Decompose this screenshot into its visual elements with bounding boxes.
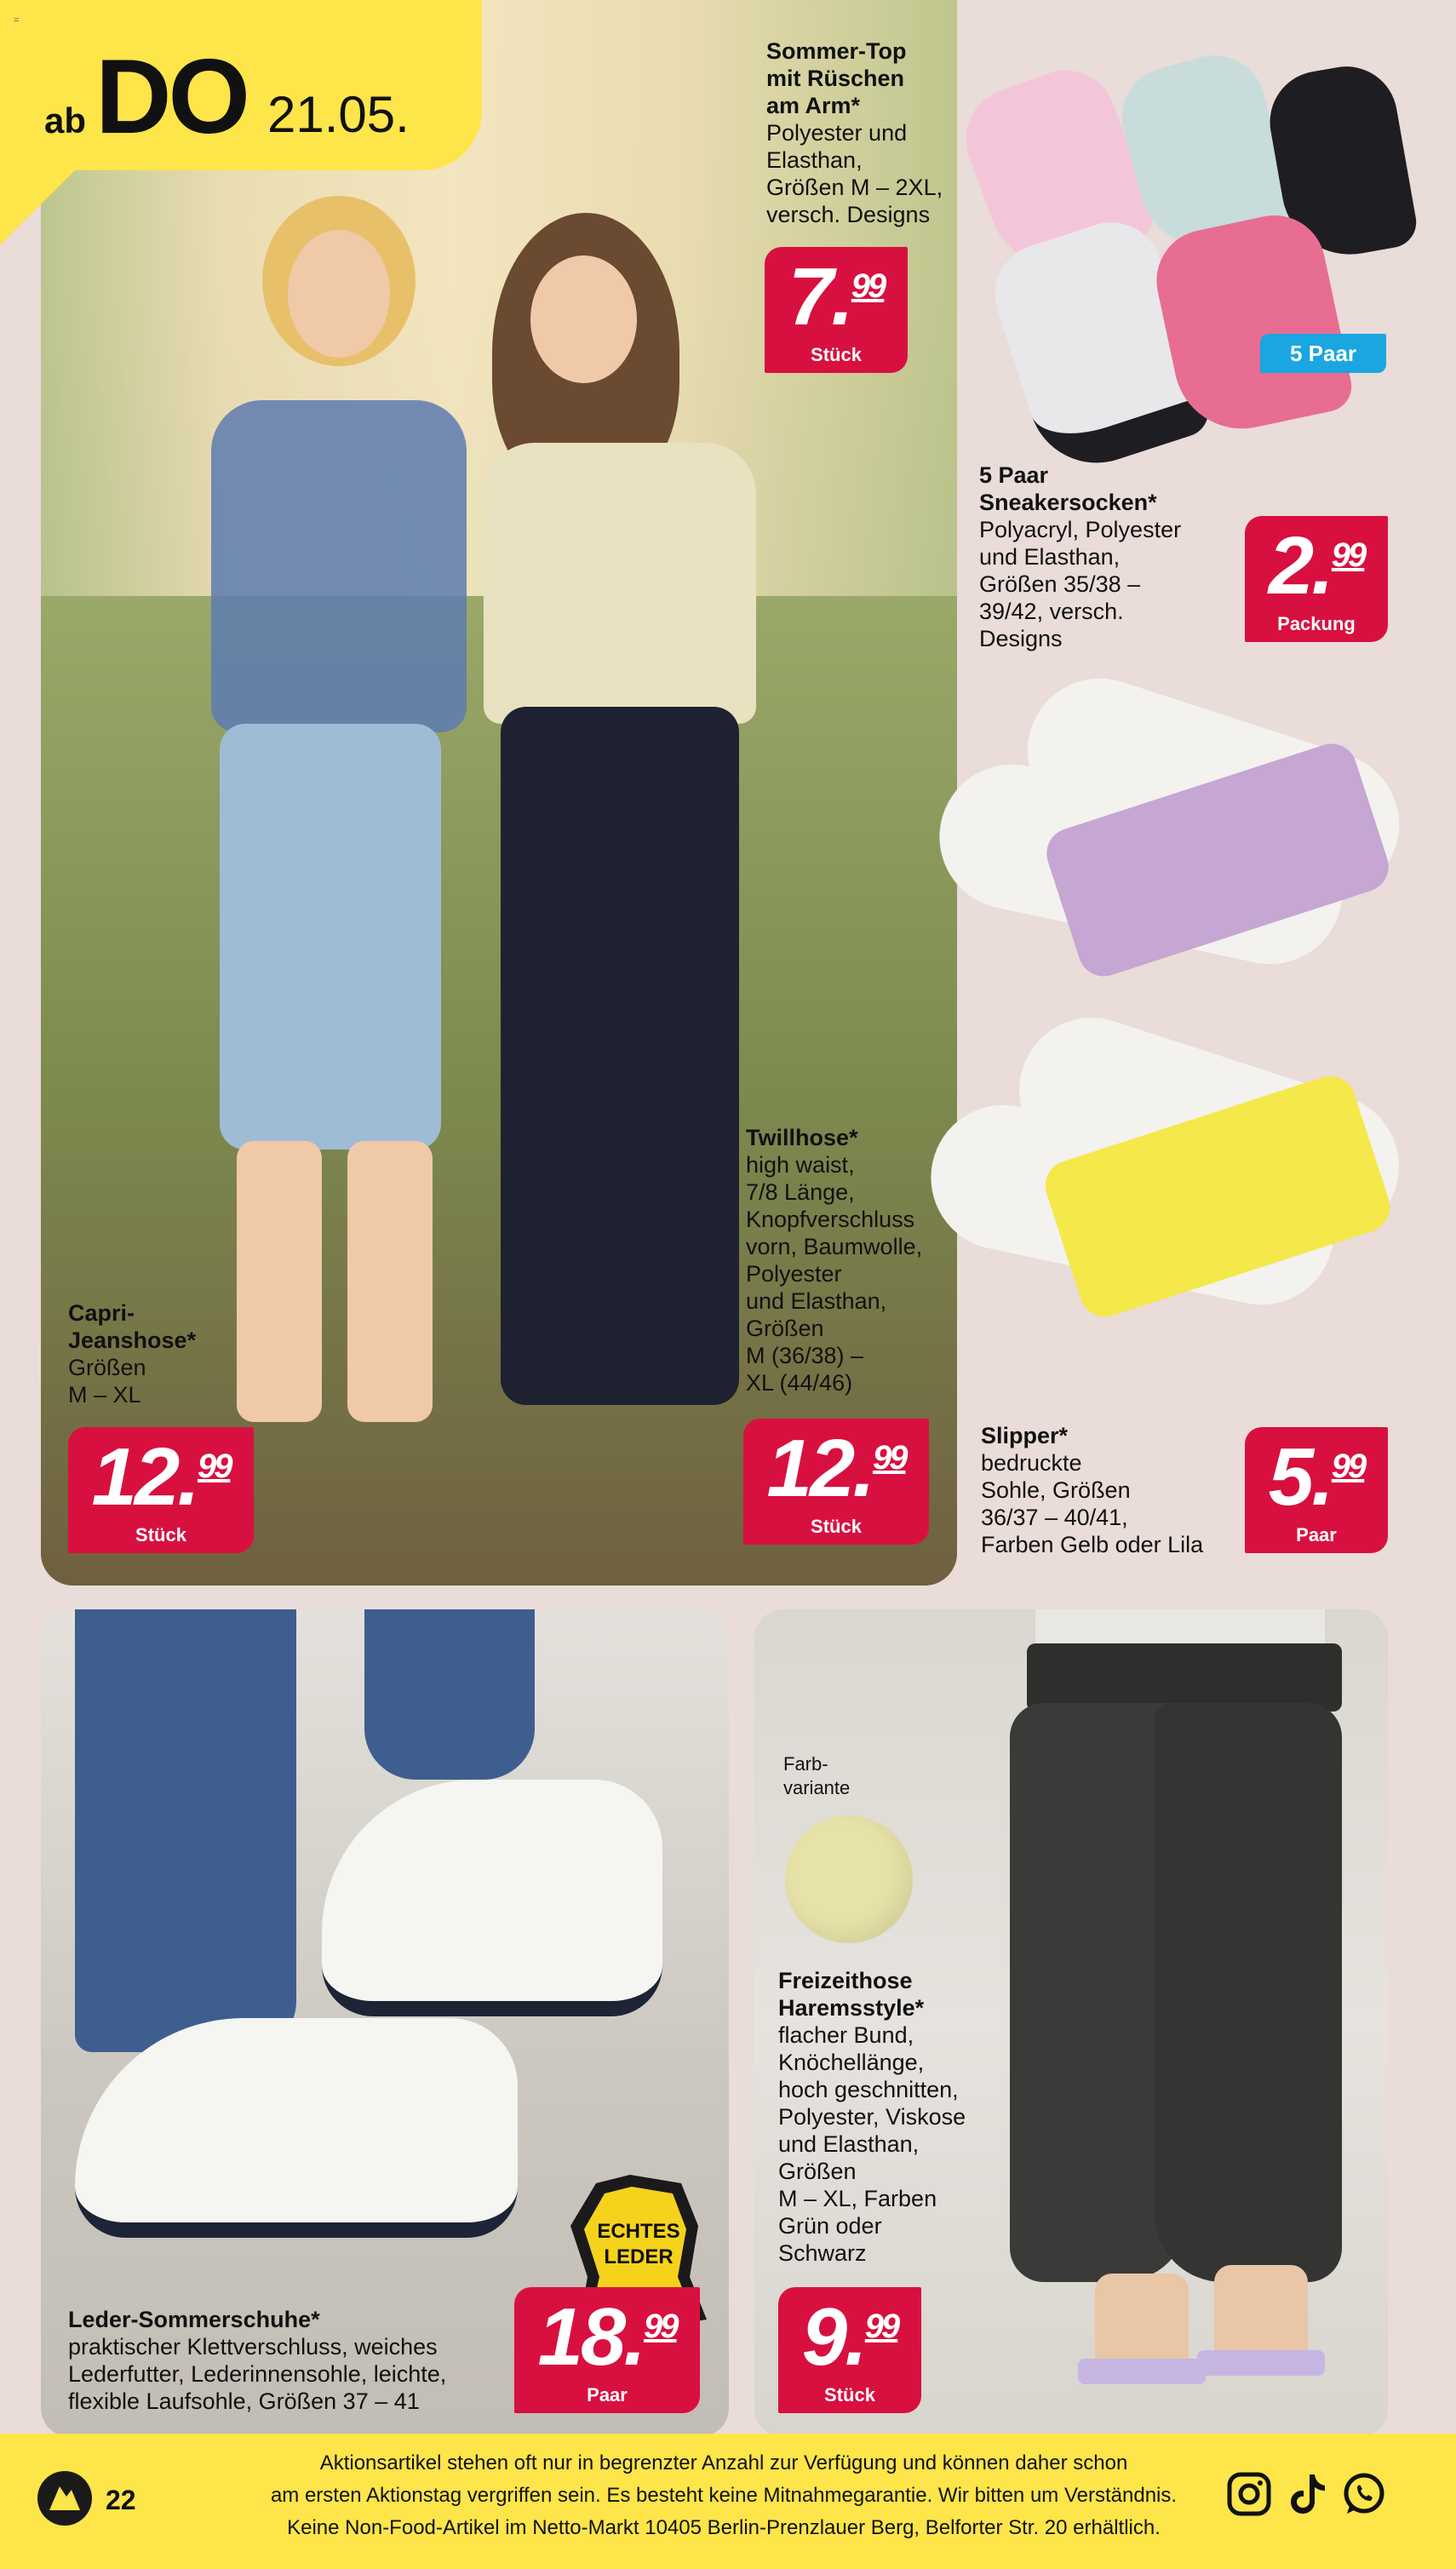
- top-desc-4: versch. Designs: [766, 202, 931, 227]
- capri-price-unit: Stück: [135, 1524, 186, 1545]
- disclaimer-line-1: Aktionsartikel stehen oft nur in begrenzter Anzahl zur Verfügung und können daher schon: [319, 2451, 1128, 2474]
- twill-desc-3: Knopfverschluss: [746, 1207, 915, 1232]
- pants-desc-6: Größen: [778, 2159, 857, 2184]
- top-price-unit: Stück: [811, 344, 862, 365]
- top-price-tag: [765, 247, 908, 373]
- slipper-lilac-image: [937, 715, 1413, 1056]
- footer-disclaimer: [187, 2447, 1260, 2544]
- slipper-title: Slipper*: [981, 1423, 1069, 1448]
- pants-title-2: Haremsstyle*: [778, 1995, 925, 2021]
- top-price: 7.99: [788, 251, 885, 342]
- socks-price-tag: [1245, 516, 1388, 642]
- corner-mark: =: [14, 15, 20, 26]
- slipper-price-unit: Paar: [1296, 1524, 1337, 1545]
- socks-image: [962, 51, 1422, 443]
- slipper-desc-1: bedruckte: [981, 1450, 1082, 1476]
- pants-price-unit: Stück: [824, 2384, 875, 2406]
- pants-desc-9: Schwarz: [778, 2240, 867, 2266]
- twill-price: 12.99: [766, 1423, 906, 1514]
- socks-desc-1: Polyacryl, Polyester: [979, 517, 1182, 542]
- leder-badge-line-1: ECHTES: [597, 2220, 680, 2243]
- slipper-desc-3: 36/37 – 40/41,: [981, 1505, 1128, 1530]
- shoes-price-unit: Paar: [587, 2384, 628, 2406]
- top-text: [766, 37, 943, 228]
- top-title-2: mit Rüschen: [766, 66, 905, 91]
- top-desc-3: Größen M – 2XL,: [766, 175, 943, 200]
- twill-desc-4: vorn, Baumwolle,: [746, 1234, 923, 1259]
- slipper-desc-2: Sohle, Größen: [981, 1477, 1131, 1503]
- socks-price: 2.99: [1268, 520, 1365, 611]
- socks-desc-2: und Elasthan,: [979, 544, 1121, 570]
- shoes-price-tag: [514, 2287, 700, 2413]
- capri-text: [68, 1299, 196, 1408]
- twill-desc-2: 7/8 Länge,: [746, 1179, 855, 1205]
- socks-text: [979, 462, 1181, 652]
- capri-title-2: Jeanshose*: [68, 1328, 197, 1353]
- capri-price-tag: [68, 1427, 254, 1553]
- top-desc-2: Elasthan,: [766, 147, 863, 173]
- pants-title-1: Freizeithose: [778, 1968, 913, 1993]
- slipper-yellow-image: [928, 1047, 1413, 1388]
- twill-desc-5: Polyester: [746, 1261, 842, 1287]
- weekday: DO: [95, 38, 247, 156]
- pants-desc-4: Polyester, Viskose: [778, 2104, 966, 2130]
- socks-desc-4: 39/42, versch.: [979, 599, 1124, 624]
- twill-price-unit: Stück: [811, 1516, 862, 1537]
- slipper-text: [981, 1422, 1203, 1558]
- twill-desc-6: und Elasthan,: [746, 1288, 887, 1314]
- twill-desc-8: M (36/38) –: [746, 1343, 864, 1368]
- socks-title-2: Sneakersocken*: [979, 490, 1157, 515]
- shoes-desc-3: flexible Laufsohle, Größen 37 – 41: [68, 2388, 420, 2414]
- disclaimer-line-3: Keine Non-Food-Artikel im Netto-Markt 10405 Berlin-Prenzlauer Berg, Belforter Str. 20 erhältlich.: [287, 2516, 1161, 2539]
- pants-desc-5: und Elasthan,: [778, 2131, 920, 2157]
- slipper-price: 5.99: [1268, 1431, 1365, 1522]
- shoes-desc-1: praktischer Klettverschluss, weiches: [68, 2334, 438, 2360]
- capri-title-1: Capri-: [68, 1300, 135, 1326]
- top-desc-1: Polyester und: [766, 120, 908, 146]
- slipper-desc-4: Farben Gelb oder Lila: [981, 1532, 1204, 1557]
- netto-logo-icon: [37, 2471, 92, 2526]
- socks-desc-3: Größen 35/38 –: [979, 571, 1141, 597]
- pants-price-tag: [778, 2287, 921, 2413]
- pants-desc-3: hoch geschnitten,: [778, 2077, 959, 2102]
- pants-text: [778, 1967, 966, 2267]
- instagram-icon[interactable]: [1226, 2471, 1272, 2517]
- socks-desc-5: Designs: [979, 626, 1063, 651]
- variant-line-2: variante: [783, 1777, 851, 1798]
- socks-price-unit: Packung: [1277, 613, 1356, 634]
- date: 21.05.: [267, 86, 410, 143]
- pants-desc-1: flacher Bund,: [778, 2022, 914, 2048]
- shoes-text: [68, 2306, 446, 2415]
- whatsapp-icon[interactable]: [1340, 2471, 1386, 2517]
- variant-line-1: Farb-: [783, 1753, 828, 1775]
- capri-desc-2: M – XL: [68, 1382, 141, 1408]
- leder-badge-line-2: LEDER: [604, 2245, 674, 2268]
- capri-desc-1: Größen: [68, 1355, 146, 1380]
- twill-price-tag: [743, 1419, 929, 1545]
- top-title-1: Sommer-Top: [766, 38, 907, 64]
- pants-desc-8: Grün oder: [778, 2213, 882, 2239]
- date-banner-wedge: [0, 169, 77, 245]
- twill-title: Twillhose*: [746, 1125, 858, 1150]
- pants-price: 9.99: [801, 2291, 898, 2383]
- shoes-desc-2: Lederfutter, Lederinnensohle, leichte,: [68, 2361, 447, 2387]
- tiktok-icon[interactable]: [1284, 2471, 1330, 2517]
- date-prefix: ab: [44, 100, 87, 140]
- twill-desc-1: high waist,: [746, 1152, 855, 1178]
- pants-variant-label: [783, 1752, 850, 1800]
- twill-desc-7: Größen: [746, 1316, 824, 1341]
- slipper-price-tag: [1245, 1427, 1388, 1553]
- page-number: 22: [106, 2485, 136, 2515]
- color-variant-swatch: [785, 1815, 913, 1943]
- top-title-3: am Arm*: [766, 93, 861, 118]
- shoes-price: 18.99: [537, 2291, 677, 2383]
- capri-price: 12.99: [91, 1431, 231, 1522]
- pants-desc-7: M – XL, Farben: [778, 2186, 937, 2211]
- disclaimer-line-2: am ersten Aktionstag vergriffen sein. Es besteht keine Mitnahmegarantie. Wir bitten um Verständnis.: [270, 2484, 1178, 2507]
- twill-desc-9: XL (44/46): [746, 1370, 853, 1396]
- pants-desc-2: Knöchellänge,: [778, 2050, 925, 2075]
- shoes-title: Leder-Sommerschuhe*: [68, 2307, 320, 2332]
- twill-text: [746, 1124, 922, 1396]
- socks-title-1: 5 Paar: [979, 462, 1049, 488]
- pack-count-badge: 5 Paar: [1260, 334, 1386, 373]
